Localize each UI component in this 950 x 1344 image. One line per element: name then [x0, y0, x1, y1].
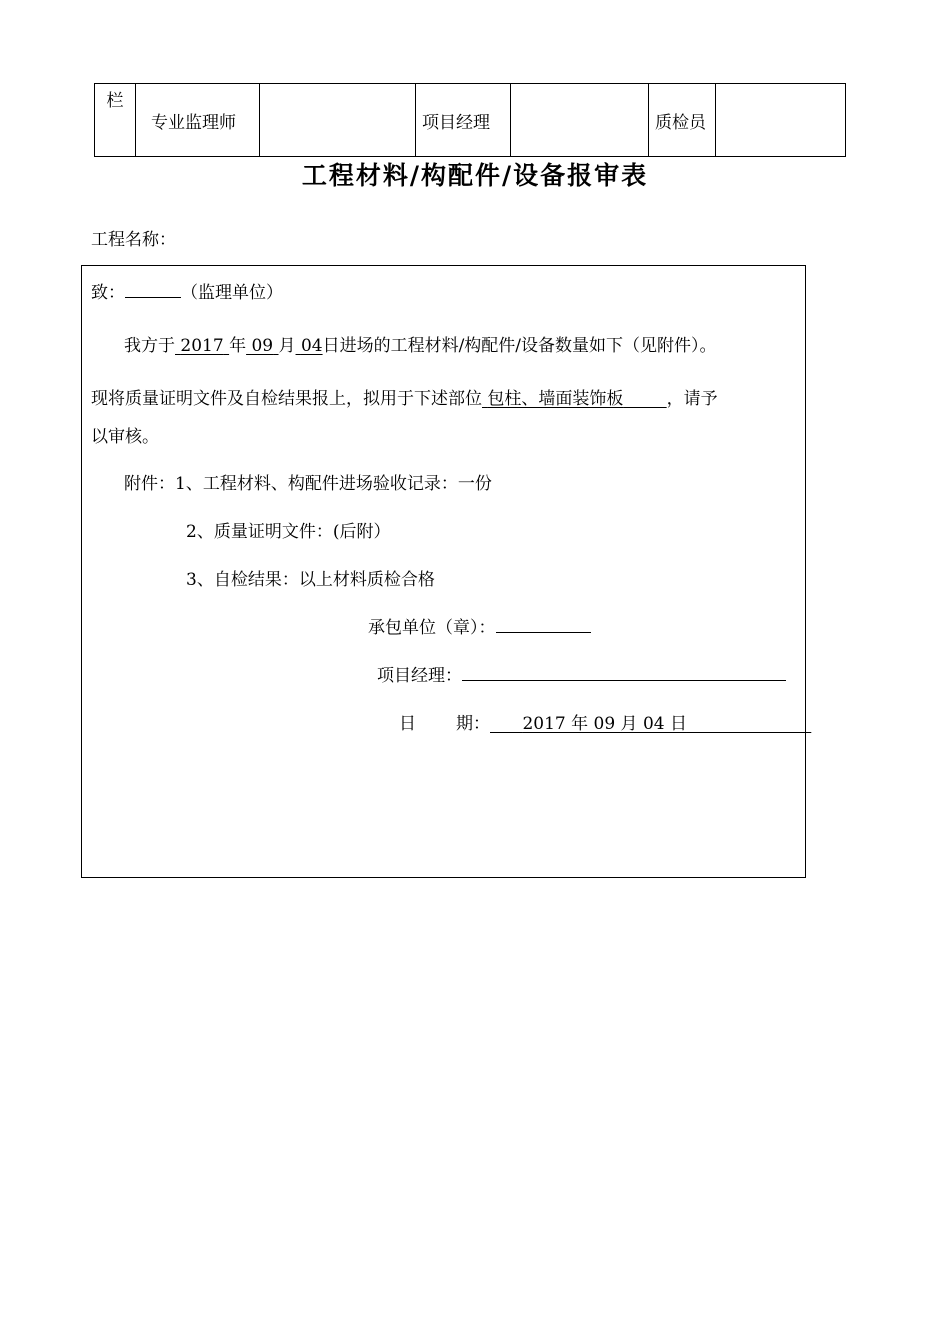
date-line — [399, 709, 811, 734]
date-label-1: 日 — [399, 714, 416, 734]
quality-inspector-signature-cell[interactable] — [716, 84, 846, 157]
year-unit: 年 — [229, 336, 247, 356]
entry-year-value: 2017 — [180, 336, 224, 356]
manager-line — [377, 661, 786, 686]
contractor-line — [368, 613, 591, 638]
manager-signature-blank[interactable] — [462, 662, 786, 681]
line2-prefix: 现将质量证明文件及自检结果报上，拟用于下述部位 — [91, 389, 482, 409]
date-field — [490, 714, 811, 734]
entry-month-value: 09 — [251, 336, 274, 356]
line3: 以审核。 — [91, 427, 159, 447]
quality-inspector-label: 质检员 — [649, 84, 716, 157]
entry-date-line — [124, 331, 717, 356]
entry-month — [246, 336, 278, 356]
signature-col-lan: 栏 — [95, 84, 136, 157]
attachment-3: 3、自检结果：以上材料质检合格 — [186, 570, 435, 590]
line2-suffix: ，请予 — [666, 389, 718, 409]
entry-day-value: 04 — [300, 336, 323, 356]
manager-label: 项目经理： — [377, 666, 462, 686]
signature-table — [94, 83, 846, 157]
entry-day — [296, 336, 323, 356]
to-suffix: （监理单位） — [181, 283, 283, 303]
to-line — [91, 278, 283, 303]
supervisor-label: 专业监理师 — [136, 84, 260, 157]
to-label: 致： — [91, 283, 125, 303]
supervisor-signature-cell[interactable] — [260, 84, 416, 157]
project-name-label: 工程名称： — [91, 230, 176, 250]
attachment-2: 2、质量证明文件：(后附） — [186, 522, 391, 542]
location-field — [482, 389, 667, 409]
entry-year — [175, 336, 229, 356]
project-manager-signature-cell[interactable] — [511, 84, 649, 157]
line1-suffix: 日进场的工程材料/构配件/设备数量如下（见附件）。 — [322, 336, 717, 356]
project-manager-label: 项目经理 — [416, 84, 511, 157]
location-value: 包柱、墙面装饰板 — [487, 389, 624, 409]
supervision-unit-blank[interactable] — [125, 279, 181, 298]
line1-prefix: 我方于 — [124, 336, 175, 356]
signature-row — [95, 84, 846, 157]
date-label-2: 期： — [456, 714, 490, 734]
date-value: 2017 年 09 月 04 日 — [522, 714, 687, 734]
contractor-label: 承包单位（章）： — [368, 618, 496, 638]
location-line — [91, 384, 718, 409]
contractor-seal-blank[interactable] — [496, 614, 591, 633]
attachment-1: 附件：1、工程材料、构配件进场验收记录：一份 — [124, 474, 492, 494]
page-title: 工程材料/构配件/设备报审表 — [301, 161, 649, 190]
month-unit: 月 — [278, 336, 296, 356]
